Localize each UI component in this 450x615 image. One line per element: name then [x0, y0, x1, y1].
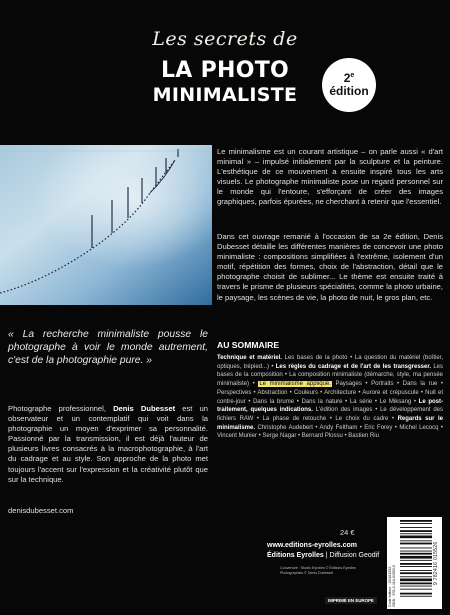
- summary-part: L'édition des images • Le développement des fichiers RAW • La phase de retouche • Le choix du cadre •: [217, 407, 443, 422]
- main-title-line1: LA PHOTO: [160, 58, 290, 83]
- author-website[interactable]: denisdubesset.com: [8, 506, 74, 515]
- barcode-digits: 9 782416 015526: [433, 541, 439, 585]
- summary-heading: AU SOMMAIRE: [217, 340, 280, 350]
- publisher-url[interactable]: www.editions-eyrolles.com: [267, 542, 357, 549]
- edition-word: édition: [329, 84, 369, 98]
- distributor: | Diffusion Geodif: [323, 552, 380, 559]
- publisher-line: [267, 552, 379, 559]
- printed-in-europe: IMPRIMÉ EN EUROPE: [325, 597, 377, 604]
- main-title-line2: MINIMALISTE: [152, 84, 298, 106]
- barcode-icon: [400, 519, 432, 607]
- summary-part: Regards sur le minimalisme.: [217, 415, 443, 431]
- summary-part: Les bases de la photo • La question du matériel (boîtier, optiques, trépied...) •: [217, 355, 444, 370]
- author-name: Denis Dubesset: [113, 404, 176, 413]
- intro-paragraph-2: Dans cet ouvrage remanié à l'occasion de sa 2e édition, Denis Dubesset détaille les différentes manières de concevoir une photo minimaliste : compositions simplifiées à l'extrême, isolement d'un motif, répétition des formes, choix de l'abstraction, détail que le photographe choisit de sublimer... Le thème est ensuite traité à travers le prisme de plusieurs spécialités, comme la photo urbaine, le paysage, les scènes de vie, la photo de nuit, le gros plan, etc.: [217, 232, 443, 302]
- edition-badge: [322, 58, 376, 112]
- barcode-meta: [388, 519, 398, 607]
- publisher-name: Éditions Eyrolles: [267, 552, 324, 559]
- script-title: Les secrets de: [152, 28, 298, 50]
- isbn: ISBN : 978-2-416-01552-6: [392, 564, 397, 607]
- bio-prefix: Photographe professionnel,: [8, 404, 114, 413]
- intro-paragraph-1: Le minimalisme est un courant artistique – on parle aussi « d'art minimal » – impulsé initialement par la sculpture et la peinture. L'esthétique de ce mouvement a ensuite inspiré tous les arts visuels. Le photographe minimaliste pose un regard personnel sur le monde qui l'entoure, s'efforçant de créer des images graphiques, parfois épurées, ne cherchant à retenir que l'essentiel.: [217, 147, 443, 207]
- summary-part: Les bases de la composition • La composition minimaliste (démarche, style, ma pensée minimaliste) •: [217, 363, 443, 388]
- author-bio: [8, 404, 208, 485]
- publisher-code: Code éditeur : G0181552: [388, 566, 392, 607]
- bio-text: est un observateur et un contemplatif qui voit dans la photographie un moyen d'exprimer sa personnalité. Passionné par la transmission, il est déjà l'auteur de plusieurs livres consacrés à la macrophotographie, à l'art du cadrage et au style. Son approche de la photo met toujours l'accent sur l'expression et la créativité plutôt que sur la technique.: [8, 404, 208, 484]
- barcode-block: [387, 517, 442, 609]
- summary-part: Les règles du cadrage et de l'art de les transgresser.: [275, 363, 432, 370]
- summary-part: Le minimalisme appliqué.: [259, 381, 331, 388]
- summary-part: Christophe Audebert • Andy Feltham • Eric Forey • Michel Lecocq • Vincent Munier • Serge Nagar • Bernard Plossu • Bastien Riu: [217, 424, 443, 440]
- summary-part: Le post-traitement, quelques indications.: [217, 398, 443, 414]
- water-landscape-image: [0, 145, 212, 305]
- summary-body: [217, 354, 443, 441]
- cover-photo: [0, 145, 212, 305]
- author-quote: « La recherche minimaliste pousse le photographe à voir le monde autrement, c'est de la photographie pure. »: [8, 329, 208, 367]
- cover-credits: Couverture : Studio Eyrolles © Éditions Eyrolles Photographies © Denis Dubesset: [280, 566, 356, 575]
- summary-part: Paysages • Portraits • Dans la rue • Perspectives • Abstraction • Couleurs • Architecture • Aurore et crépuscule • Nuit et contre-jour • Dans la brume • Dans la nature • La série • Le Miksang •: [217, 381, 443, 405]
- price: 24 €: [340, 528, 355, 537]
- edition-number: 2e: [343, 71, 355, 86]
- summary-part: Technique et matériel.: [217, 355, 282, 361]
